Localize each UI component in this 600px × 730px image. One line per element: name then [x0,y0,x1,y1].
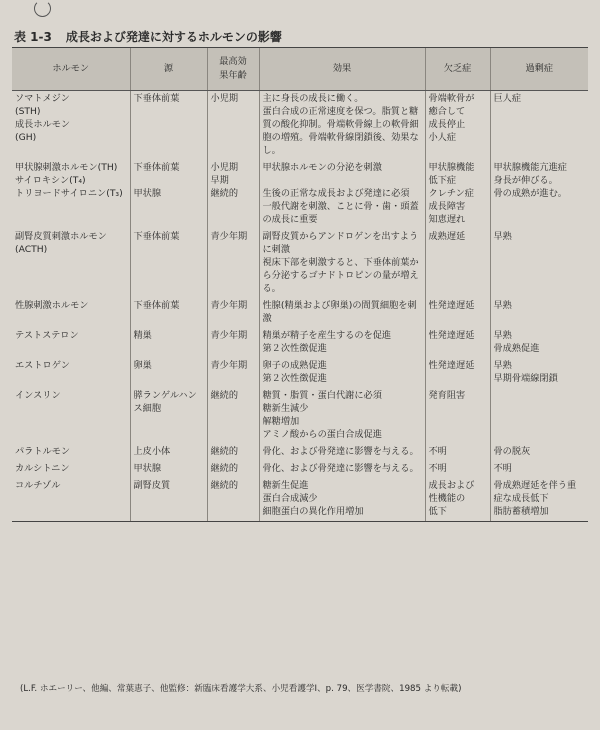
cell-excess: 骨の脱灰 [490,444,588,461]
cell-hormone: エストロゲン [15,360,70,371]
cell-hormone: 副腎皮質刺激ホルモン(ACTH) [15,231,107,255]
cell-excess: 骨成熟遅延を伴う重症な成長低下 脂肪蓄積増加 [490,478,588,522]
cell-hormone: コルチゾル [12,478,130,522]
header-peak-age: 最高効 果年齢 [207,48,259,91]
table-row [12,478,588,522]
cell-deficiency: 性発達遅延 [425,298,490,328]
cell-age: 小児期 [207,91,259,161]
cell-hormone: 甲状腺刺激ホルモン(TH) サイロキシン(T₄) トリヨードサイロニン(T₃) [15,162,123,199]
cell-age: 青少年期 [207,358,259,388]
table-row [12,160,588,229]
table-row [12,444,588,461]
table-row [12,388,588,444]
cell-hormone: カルシトニン [15,463,70,474]
cell-hormone: インスリン [15,390,61,401]
cell-deficiency: 不明 [425,461,490,478]
cell-source: 下垂体前葉 甲状腺 [130,160,207,229]
cell-deficiency: 性発達遅延 [425,358,490,388]
pen-mark [34,0,51,17]
cell-excess: 早熟 早期骨端線閉鎖 [490,358,588,388]
table-body [12,91,588,522]
cell-effect: 骨化、および骨発達に影響を与える。 [259,444,425,461]
cell-hormone: テストステロン [15,330,79,341]
cell-deficiency: 性発達遅延 [425,328,490,358]
table-title-text: 成長および発達に対するホルモンの影響 [65,30,282,44]
table-title [14,28,282,45]
cell-excess [490,388,588,444]
table-row [12,328,588,358]
cell-age: 継続的 [207,444,259,461]
cell-excess: 早熟 [490,298,588,328]
source-citation: (L.F. ホエーリー、他編、常葉恵子、他監修：新臨床看護学大系、小児看護学Ⅰ、p. 79、医学書院、1985 より転載) [20,684,462,694]
cell-source: 下垂体前葉 [130,298,207,328]
cell-deficiency: 骨端軟骨が 癒合して 成長停止 小人症 [425,91,490,161]
table-row [12,358,588,388]
cell-effect: 性腺(精巣および卵巣)の間質細胞を刺激 [259,298,425,328]
cell-age: 青少年期 [207,328,259,358]
cell-deficiency: 成熟遅延 [425,229,490,298]
cell-excess: 早熟 [490,229,588,298]
cell-effect: 甲状腺ホルモンの分泌を刺激 生後の正常な成長および発達に必須 一般代謝を刺激、ことに骨・歯・頭蓋の成長に重要 [259,160,425,229]
cell-age: 継続的 [207,461,259,478]
header-row [12,48,588,91]
cell-source: 下垂体前葉 [130,91,207,161]
table-row [12,461,588,478]
cell-effect: 副腎皮質からアンドロゲンを出すように刺激 視床下部を刺激すると、下垂体前葉から分泌するゴナドトロピンの量が増える。 [259,229,425,298]
cell-effect: 主に身長の成長に働く。 蛋白合成の正常速度を保つ。脂質と糖質の酸化抑制。骨端軟骨線上の軟骨細胞の増殖。骨端軟骨線閉鎖後、効果なし。 [259,91,425,161]
header-hormone: ホルモン [12,48,130,91]
table-row [12,298,588,328]
cell-source: 卵巣 [130,358,207,388]
cell-source: 精巣 [130,328,207,358]
cell-hormone: パラトルモン [15,446,71,457]
cell-source: 甲状腺 [130,461,207,478]
cell-deficiency: 甲状腺機能 低下症 クレチン症 成長障害 知恵遅れ [425,160,490,229]
cell-effect: 糖質・脂質・蛋白代謝に必須 糖新生減少 解糖増加 アミノ酸からの蛋白合成促進 [259,388,425,444]
cell-age: 継続的 [207,388,259,444]
hormone-table [12,47,588,522]
cell-age: 継続的 [207,478,259,522]
table-number: 表 1-3 [14,30,52,44]
cell-effect: 骨化、および骨発達に影響を与える。 [259,461,425,478]
cell-source: 上皮小体 [130,444,207,461]
cell-source: 副腎皮質 [130,478,207,522]
cell-age: 青少年期 [207,229,259,298]
cell-source: 下垂体前葉 [130,229,207,298]
cell-excess: 甲状腺機能亢進症 身長が伸びる。 骨の成熟が進む。 [490,160,588,229]
cell-hormone: 性腺刺激ホルモン [15,300,89,311]
cell-effect: 卵子の成熟促進 第２次性徴促進 [259,358,425,388]
header-deficiency: 欠乏症 [425,48,490,91]
cell-age: 青少年期 [207,298,259,328]
cell-effect: 精巣が精子を産生するのを促進 第２次性徴促進 [259,328,425,358]
cell-age: 小児期 早期 継続的 [207,160,259,229]
cell-deficiency: 発育阻害 [425,388,490,444]
cell-hormone: ソマトメジン (STH) 成長ホルモン (GH) [15,93,71,143]
cell-deficiency: 成長および 性機能の 低下 [425,478,490,522]
header-source: 源 [130,48,207,91]
table-row [12,229,588,298]
header-effect: 効果 [259,48,425,91]
table-row [12,91,588,161]
cell-deficiency: 不明 [425,444,490,461]
cell-excess: 早熟 骨成熟促進 [490,328,588,358]
cell-excess: 巨人症 [490,91,588,161]
cell-source: 膵ランゲルハンス細胞 [130,388,207,444]
cell-excess: 不明 [490,461,588,478]
header-excess: 過剰症 [490,48,588,91]
cell-effect: 糖新生促進 蛋白合成減少 細胞蛋白の異化作用増加 [259,478,425,522]
